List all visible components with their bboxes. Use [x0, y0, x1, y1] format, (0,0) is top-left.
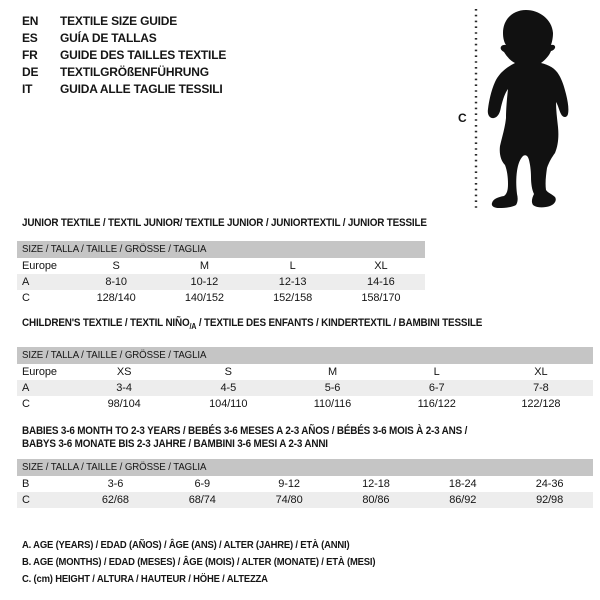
size-header-label: SIZE / TALLA / TAILLE / GRÖSSE / TAGLIA — [22, 349, 207, 362]
table-row-height — [17, 290, 425, 306]
baby-figure-svg — [440, 2, 600, 214]
footnote-c: C. (cm) HEIGHT / ALTURA / HAUTEUR / HÖHE / ALTEZZA — [22, 573, 268, 585]
table-cell: 152/158 — [273, 292, 313, 304]
table-cell: 86/92 — [449, 494, 477, 506]
footnotes — [22, 537, 415, 588]
section-title-subscript: /A — [189, 322, 197, 332]
table-cell: 5-6 — [324, 382, 341, 395]
row-label: Europe — [22, 260, 57, 272]
table-cell: 98/104 — [107, 398, 141, 411]
language-label: GUIDE DES TAILLES TEXTILE — [60, 48, 227, 62]
language-row-en — [22, 13, 226, 30]
baby-figure — [440, 2, 600, 214]
table-cell: 9-12 — [278, 478, 300, 490]
table-cell: 128/140 — [96, 292, 136, 304]
section-title-line1: BABIES 3-6 MONTH TO 2-3 YEARS / BEBÉS 3-6 MESES A 2-3 AÑOS / BÉBÉS 3-6 MOIS À 2-3 ANS / — [22, 425, 468, 437]
table-cell: S — [112, 260, 120, 272]
table-row-europe — [17, 364, 593, 380]
section-title-line2: BABYS 3-6 MONATE BIS 2-3 JAHRE / BAMBINI 3-6 MESI A 2-3 ANNI — [22, 438, 328, 450]
table-cell: XL — [374, 260, 388, 272]
table-cell: L — [433, 366, 440, 379]
section-title-text: / TEXTILE DES ENFANTS / KINDERTEXTIL / BAMBINI TESSILE — [196, 317, 483, 329]
size-header-label: SIZE / TALLA / TAILLE / GRÖSSE / TAGLIA — [22, 461, 207, 473]
section-title — [22, 317, 536, 333]
language-guide — [22, 13, 226, 98]
language-code: ES — [22, 31, 38, 45]
table-cell: 7-8 — [533, 382, 549, 395]
row-label: Europe — [22, 366, 57, 379]
row-label: C — [22, 494, 30, 506]
table-row-age-months — [17, 476, 593, 492]
language-label: GUIDA ALLE TAGLIE TESSILI — [60, 82, 223, 96]
footnote-a: A. AGE (YEARS) / EDAD (AÑOS) / ÂGE (ANS) / ALTER (JAHRE) / ETÀ (ANNI) — [22, 539, 350, 551]
table-cell: XS — [116, 366, 132, 379]
table-cell: 104/110 — [209, 398, 248, 411]
table-cell: 6-7 — [428, 382, 445, 395]
language-code: FR — [22, 48, 38, 62]
language-row-de — [22, 64, 226, 81]
language-row-fr — [22, 47, 226, 64]
language-code: DE — [22, 65, 39, 79]
table-cell: S — [224, 366, 232, 379]
section-babies-textile — [17, 425, 593, 508]
table-cell: 4-5 — [220, 382, 237, 395]
table-row-height — [17, 396, 593, 412]
language-code: IT — [22, 82, 33, 96]
table-cell: M — [199, 260, 209, 272]
language-code: EN — [22, 14, 39, 28]
height-measure-label: C — [458, 111, 467, 125]
baby-silhouette-icon — [488, 10, 569, 208]
language-label: TEXTILE SIZE GUIDE — [60, 14, 178, 28]
table-cell: 62/68 — [101, 494, 129, 506]
row-label: C — [22, 292, 30, 304]
table-cell: 68/74 — [188, 494, 216, 506]
language-label: GUÍA DE TALLAS — [60, 31, 157, 45]
size-header-bar — [17, 459, 593, 476]
size-header-label: SIZE / TALLA / TAILLE / GRÖSSE / TAGLIA — [22, 243, 207, 255]
table-row-age — [17, 274, 425, 290]
row-label: A — [22, 276, 30, 288]
table-cell: 110/116 — [313, 398, 352, 411]
table-cell: 10-12 — [190, 276, 219, 288]
row-label: C — [22, 398, 30, 411]
table-cell: 3-4 — [116, 382, 132, 395]
table-cell: 122/128 — [521, 398, 561, 411]
row-label: A — [22, 382, 30, 395]
table-row-height — [17, 492, 593, 508]
table-cell: 6-9 — [194, 478, 211, 490]
table-cell: 92/98 — [536, 494, 564, 506]
table-cell: 74/80 — [275, 494, 303, 506]
table-cell: 8-10 — [105, 276, 127, 288]
table-cell: 14-16 — [367, 276, 395, 288]
table-cell: 24-36 — [535, 478, 564, 490]
table-cell: 158/170 — [361, 292, 401, 304]
table-cell: 80/86 — [362, 494, 390, 506]
language-row-es — [22, 30, 226, 47]
size-header-bar — [17, 241, 425, 258]
section-title-text: CHILDREN'S TEXTILE / TEXTIL NIÑO — [22, 317, 190, 329]
table-cell: 12-13 — [278, 276, 307, 288]
size-header-bar — [17, 347, 593, 364]
section-title: JUNIOR TEXTILE / TEXTIL JUNIOR/ TEXTILE JUNIOR / JUNIORTEXTIL / JUNIOR TESSILE — [22, 217, 427, 229]
table-cell: M — [327, 366, 338, 379]
language-row-it — [22, 81, 226, 98]
language-label: TEXTILGRÖßENFÜHRUNG — [60, 65, 209, 79]
table-cell: 3-6 — [107, 478, 124, 490]
section-children-textile — [17, 317, 593, 412]
table-cell: L — [289, 260, 296, 272]
section-junior-textile — [17, 217, 425, 306]
table-cell: XL — [534, 366, 548, 379]
footnote-b: B. AGE (MONTHS) / EDAD (MESES) / ÂGE (MOIS) / ALTER (MONATE) / ETÀ (MESI) — [22, 556, 376, 568]
table-cell: 116/122 — [417, 398, 456, 411]
row-label: B — [22, 478, 30, 490]
table-cell: 140/152 — [184, 292, 224, 304]
table-cell: 18-24 — [448, 478, 477, 490]
table-row-europe — [17, 258, 425, 274]
table-cell: 12-18 — [362, 478, 390, 490]
table-row-age — [17, 380, 593, 396]
